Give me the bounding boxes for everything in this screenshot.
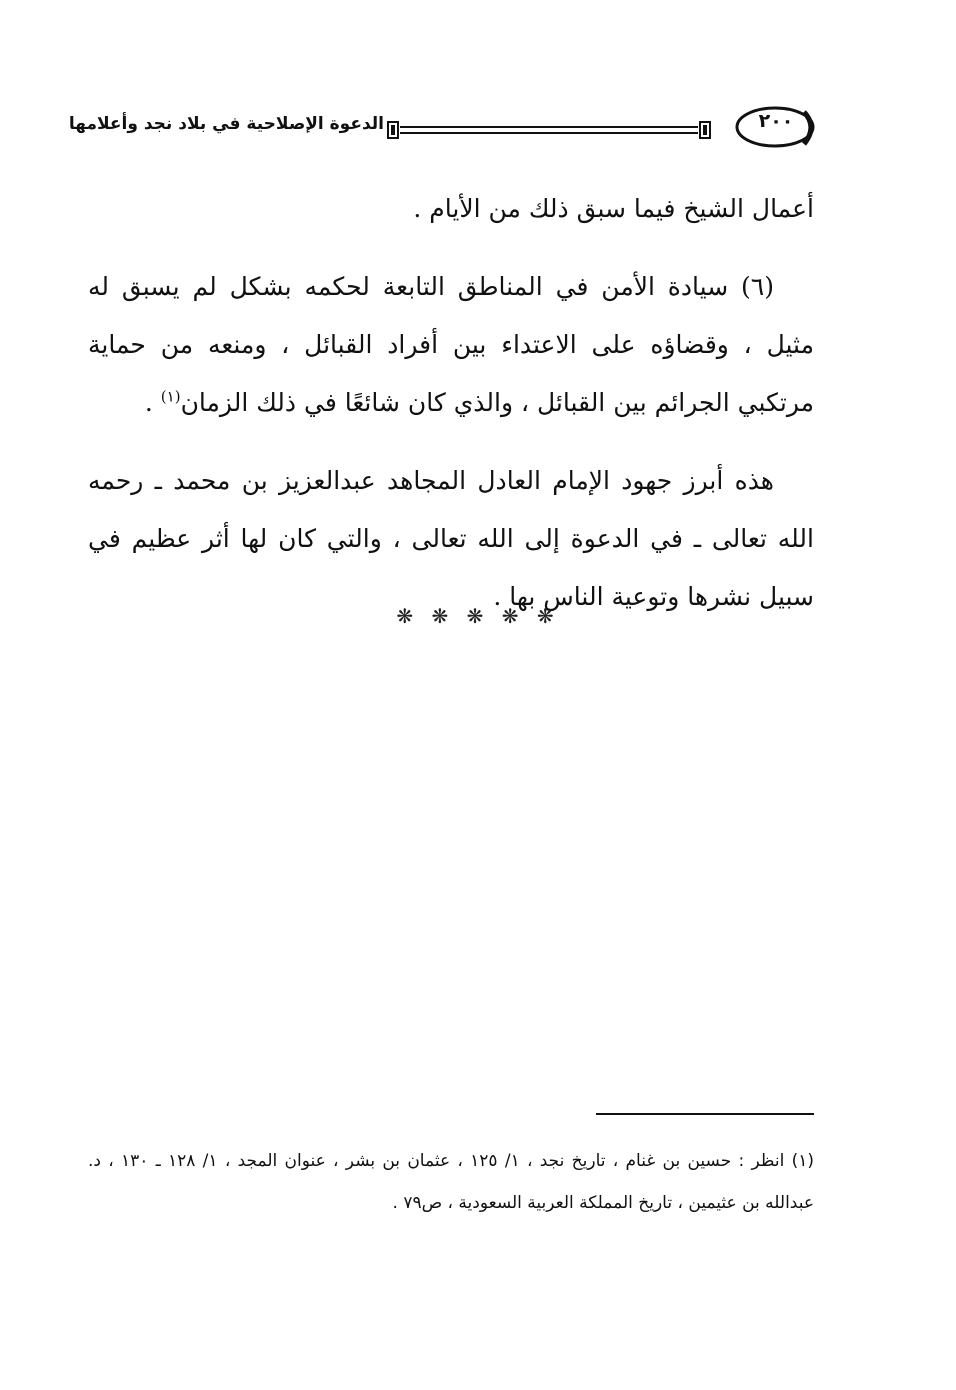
section-separator: ❋ ❋ ❋ ❋ ❋ <box>396 604 560 628</box>
footnote-1: (١) انظر : حسين بن غنام ، تاريخ نجد ، ١/ ١٢٥ ، عثمان بن بشر ، عنوان المجد ، ١/ ١٢٨ ـ ١٣٠ ، د. عبدالله بن عثيمين ، تاريخ المملكة العربية السعودية ، ص٧٩ . <box>88 1151 814 1213</box>
paragraph-2 <box>88 258 814 432</box>
paragraph-2-end: . <box>144 388 161 417</box>
footnotes <box>88 1140 814 1224</box>
header-ornament-rule <box>386 116 716 144</box>
page-number: ٢٠٠ <box>758 110 794 132</box>
footnote-rule <box>596 1113 814 1115</box>
footnote-reference: (١) <box>160 387 181 406</box>
paragraph-1: أعمال الشيخ فيما سبق ذلك من الأيام . <box>413 194 814 223</box>
paragraph-2-text: (٦) سيادة الأمن في المناطق التابعة لحكمه بشكل لم يسبق له مثيل ، وقضاؤه على الاعتداء بين أفراد القبائل ، ومنعه من حماية مرتكبي الجرائم بين القبائل ، والذي كان شائعًا في ذلك الزمان <box>88 272 814 417</box>
page-header <box>68 104 816 160</box>
running-title: الدعوة الإصلاحية في بلاد نجد وأعلامها <box>68 114 384 134</box>
paragraph-3: هذه أبرز جهود الإمام العادل المجاهد عبدالعزيز بن محمد ـ رحمه الله تعالى ـ في الدعوة إلى الله تعالى ، والتي كان لها أثر عظيم في سبيل نشرها وتوعية الناس بها . <box>88 466 814 611</box>
main-text <box>88 180 814 626</box>
